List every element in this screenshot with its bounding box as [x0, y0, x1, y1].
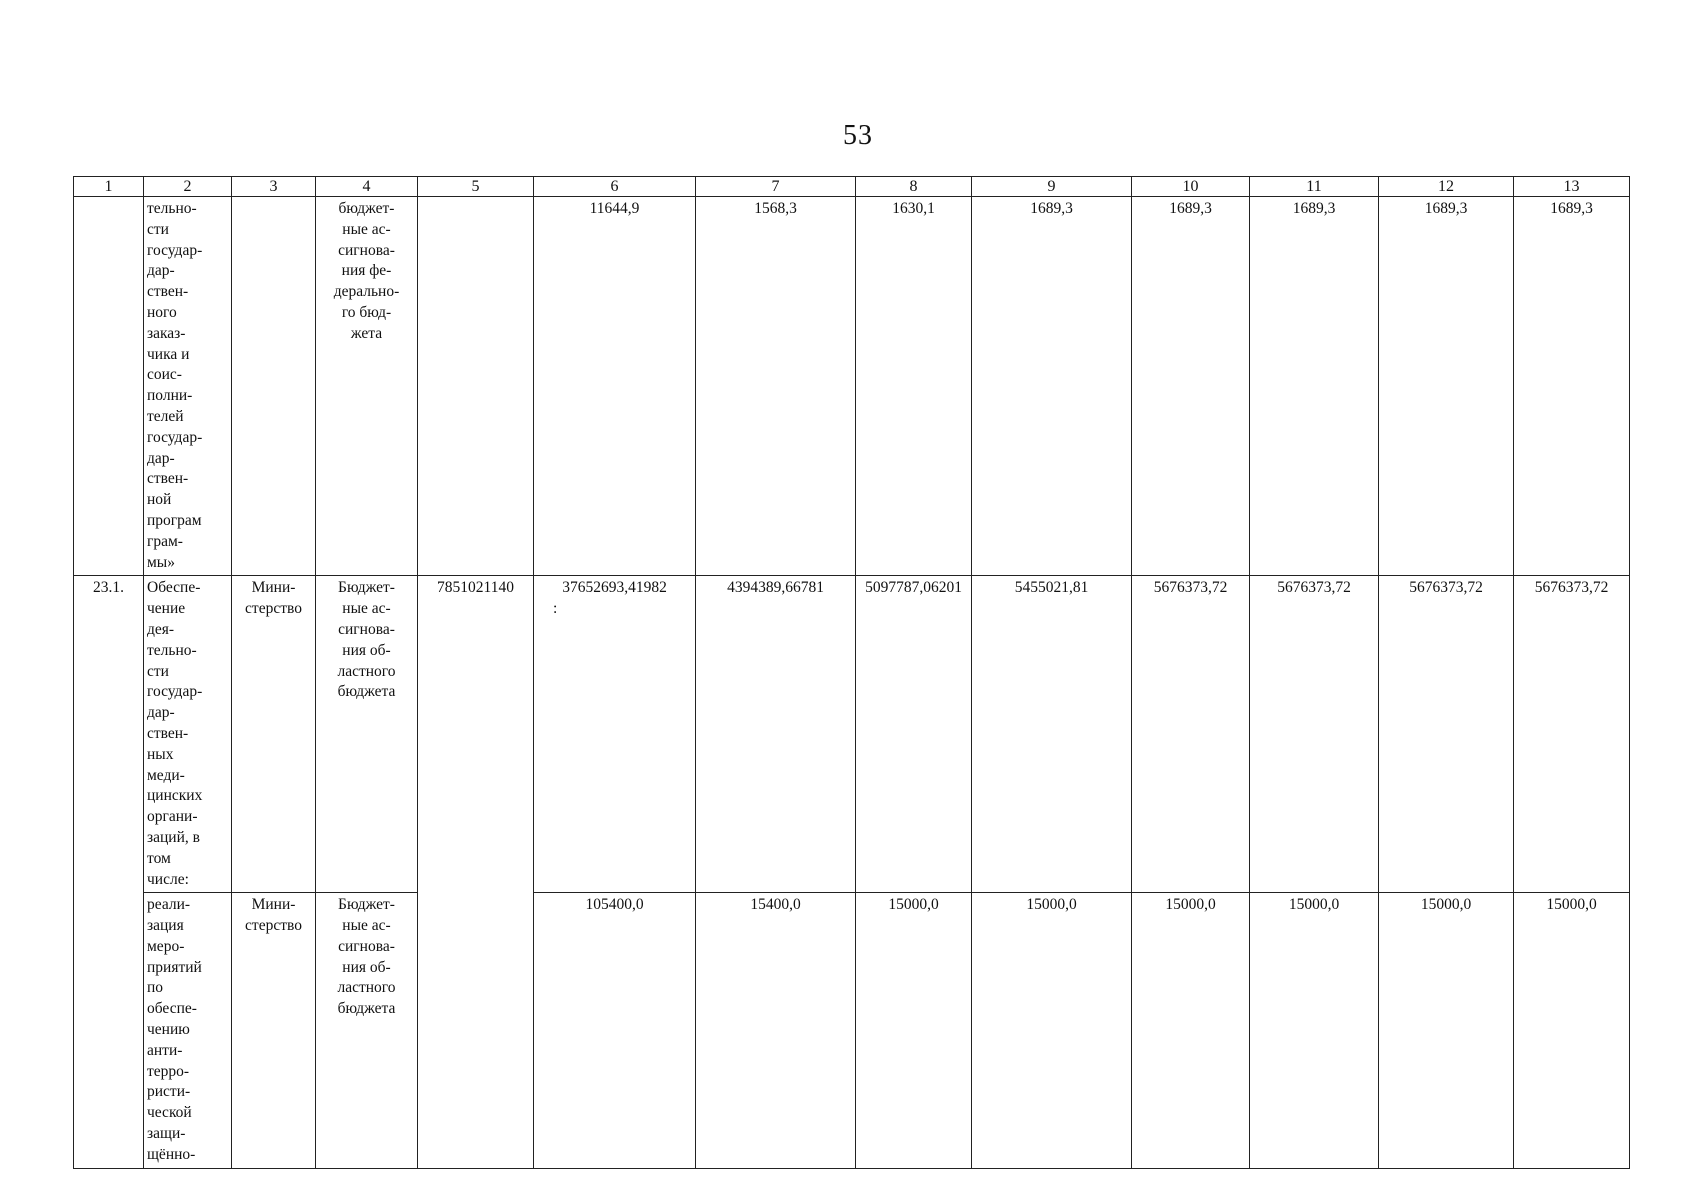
header-cell: 13	[1514, 177, 1630, 197]
value-cell: 5676373,72	[1132, 576, 1250, 893]
row-number-cell: 23.1.	[74, 576, 144, 1168]
value-cell: 1568,3	[696, 197, 856, 576]
value-cell: 5676373,72	[1250, 576, 1379, 893]
funding-source-cell: Бюджет- ные ас- сигнова- ния об- ластного бюджета	[316, 576, 418, 893]
value-cell: 1689,3	[1132, 197, 1250, 576]
row-number-cell	[74, 197, 144, 576]
value-cell: 15000,0	[972, 893, 1132, 1168]
measure-name-cell: Обеспе- чение дея- тельно- сти государ- дар- ствен- ных меди- цинских органи- заций, в том числе:	[144, 576, 232, 893]
executor-cell: Мини- стерство	[232, 576, 316, 893]
header-cell: 1	[74, 177, 144, 197]
table-header-row	[74, 177, 1630, 197]
table-row-continuation	[74, 197, 1630, 576]
code-cell: 7851021140	[418, 576, 534, 1168]
value-text: 37652693,41982	[562, 579, 667, 597]
value-cell: 4394389,66781	[696, 576, 856, 893]
funding-source-cell: бюджет- ные ас- сигнова- ния фе- дерально- го бюд- жета	[316, 197, 418, 576]
funding-source-cell: Бюджет- ные ас- сигнова- ния об- ластного бюджета	[316, 893, 418, 1168]
value-cell: 15000,0	[1379, 893, 1514, 1168]
value-cell: 11644,9	[534, 197, 696, 576]
value-cell: 15000,0	[1250, 893, 1379, 1168]
header-cell: 2	[144, 177, 232, 197]
value-cell	[534, 576, 696, 893]
header-cell: 4	[316, 177, 418, 197]
table-row-23-1	[74, 576, 1630, 893]
measure-name-cell: реали- зация меро- приятий по обеспе- чению анти- терро- ристи- ческой защи- щённо-	[144, 893, 232, 1168]
value-cell: 15000,0	[856, 893, 972, 1168]
value-cell: 15000,0	[1514, 893, 1630, 1168]
value-cell: 5676373,72	[1514, 576, 1630, 893]
header-cell: 6	[534, 177, 696, 197]
header-cell: 12	[1379, 177, 1514, 197]
table-row-sub	[74, 893, 1630, 1168]
stray-mark: :	[553, 600, 558, 618]
header-cell: 3	[232, 177, 316, 197]
header-cell: 10	[1132, 177, 1250, 197]
executor-cell: Мини- стерство	[232, 893, 316, 1168]
budget-table	[73, 176, 1630, 1169]
value-cell: 105400,0	[534, 893, 696, 1168]
code-cell	[418, 197, 534, 576]
value-cell: 15400,0	[696, 893, 856, 1168]
value-cell: 1630,1	[856, 197, 972, 576]
header-cell: 5	[418, 177, 534, 197]
value-cell: 1689,3	[972, 197, 1132, 576]
value-cell: 1689,3	[1379, 197, 1514, 576]
header-cell: 11	[1250, 177, 1379, 197]
header-cell: 9	[972, 177, 1132, 197]
value-cell: 1689,3	[1514, 197, 1630, 576]
page-number: 53	[843, 120, 873, 151]
header-cell: 7	[696, 177, 856, 197]
value-cell: 1689,3	[1250, 197, 1379, 576]
value-cell: 15000,0	[1132, 893, 1250, 1168]
value-cell: 5455021,81	[972, 576, 1132, 893]
header-cell: 8	[856, 177, 972, 197]
measure-name-cell: тельно- сти государ- дар- ствен- ного заказ- чика и соис- полни- телей государ- дар- ствен- ной програм грам- мы»	[144, 197, 232, 576]
executor-cell	[232, 197, 316, 576]
value-cell: 5676373,72	[1379, 576, 1514, 893]
value-cell: 5097787,06201	[856, 576, 972, 893]
